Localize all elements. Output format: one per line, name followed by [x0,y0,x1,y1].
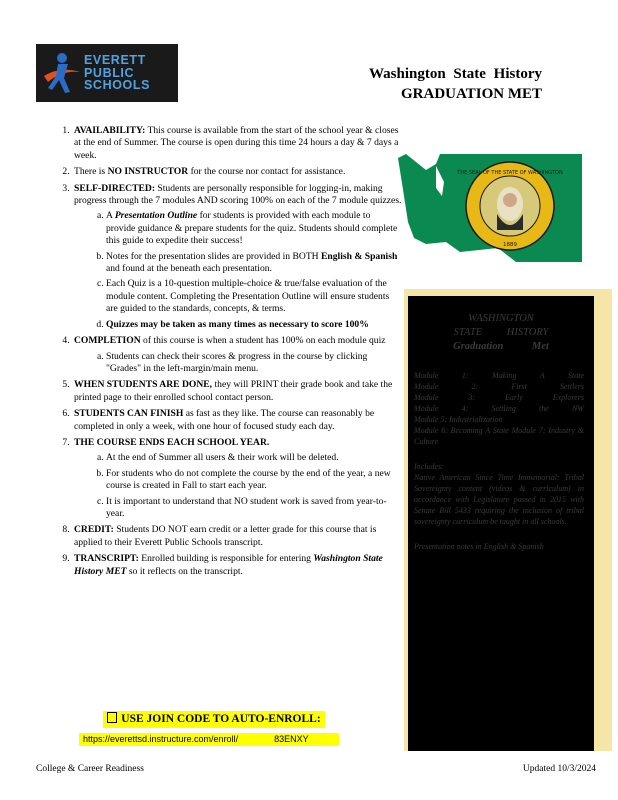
list-item-completion: 4. COMPLETION of this course is when a student has 100% on each module quiz a. Students can check their scores & progress in the course by clicking "Grades" in the left-margin/main menu. [72,335,402,375]
footer-left: College & Career Readiness [36,764,144,774]
footer-right: Updated 10/3/2024 [522,764,596,774]
sub-item: b. For students who do not complete the course by the end of the year, a new course is created in Fall to start each year. [106,468,402,493]
course-info-list [46,125,402,582]
list-item-self-directed: 3. SELF-DIRECTED: Students are personally responsible for logging-in, making progress through the 7 modules AND scoring 100% on each of the 7 module quizzes. a. A Presentation Outline for students is provided with each module to provide guidance & prepare students for the quiz. Students should complete this guide to expedite their success! b. Notes for the presentation slides are provided in BOTH English & Spanish and found at the beneath each presentation. c. Each Quiz is a 10-question multiple-choice & true/false evaluation of the module content. Completing the Presentation Outline will ensure students are guided to the standards, concepts, & terms. d. Quizzes may be taken as many times as necessary to score 100% [72,183,402,331]
page-title: Washington State History [368,66,542,82]
logo-line: PUBLIC [84,65,135,80]
module-item: Module 6: Becoming A State Module 7: Industry & Culture [414,426,584,446]
list-item-instructor: 2. There is NO INSTRUCTOR for the course nor contact for assistance. [72,166,402,178]
sub-item: d. Quizzes may be taken as many times as necessary to score 100% [106,319,402,331]
presentation-note: Presentation notes in English & Spanish [414,542,544,551]
join-code: 83ENXY [274,734,309,744]
includes-section [408,461,594,527]
seal-year: 1889 [503,242,517,248]
list-item-availability: 1. AVAILABILITY: This course is available from the start of the school year & closes at the end of Summer. The course is open during this time 24 hours a day & 7 days a week. [72,125,402,162]
page-subtitle: GRADUATION MET [401,86,542,102]
runner-logo-icon [40,46,82,100]
module-list [408,370,594,447]
module-item: Module 1: Making A State [414,371,584,380]
sub-item: c. It is important to understand that NO student work is saved from year-to-year. [106,496,402,521]
list-item-finish: 6. STUDENTS CAN FINISH as fast as they like. The course can reasonably be completed in only a week, with one hour of focused study each day. [72,408,402,433]
everett-public-schools-logo [36,44,178,102]
sub-item: c. Each Quiz is a 10-question multiple-choice & true/false evaluation of the module content. Completing the Presentation Outline will ensure students are guided to the standards, concepts, & terms. [106,278,402,315]
sub-item: a. Students can check their scores & progress in the course by clicking "Grades" in the left-margin/main menu. [106,351,402,376]
list-item-credit: 8. CREDIT: Students DO NOT earn credit or a letter grade for this course that is applied to their Everett Public Schools transcript. [72,524,402,549]
module-item: Module 2: First Settlers [414,382,584,391]
washington-map [396,152,586,264]
enroll-callout [103,711,325,728]
list-item-transcript: 9. TRANSCRIPT: Enrolled building is responsible for entering Washington State History MET so it reflects on the transcript. [72,553,402,578]
checkbox-icon [107,712,117,723]
sub-item: a. A Presentation Outline for students is provided with each module to provide guidance & prepare students for the quiz. Students should complete this guide to expedite their success! [106,210,402,247]
panel-title: WASHINGTON STATE HISTORY Graduation Met [453,313,549,352]
seal-text: THE SEAL OF THE STATE OF WASHINGTON [457,170,563,176]
enroll-label: USE JOIN CODE TO AUTO-ENROLL: [121,713,321,725]
includes-label: Includes: [414,462,444,471]
logo-line: SCHOOLS [84,78,151,93]
course-summary-panel [408,296,594,751]
logo-wordmark [84,54,150,92]
module-item: Module 3: Early Explorers [414,393,584,402]
module-item: Module 4: Settling the NW [414,404,584,413]
list-item-course-ends: 7. THE COURSE ENDS EACH SCHOOL YEAR. a. At the end of Summer all users & their work will be deleted. b. For students who do not complete the course by the end of the year, a new course is created in Fall to start each year. c. It is important to understand that NO student work is saved from year-to-year. [72,437,402,520]
logo-line: EVERETT [84,53,146,68]
module-item: Module 5: Industrialization [414,415,503,424]
sub-item: a. At the end of Summer all users & their work will be deleted. [106,452,402,464]
includes-text: Native American Since Time Immemorial: Tribal Sovereignty content (videos & curriculum) in accordance with Legislature passed in 2015 with Senate Bill 5433 requiring the inclusion of tribal sovereignty curriculum be taught in all schools. [414,473,584,526]
sub-item: b. Notes for the presentation slides are provided in BOTH English & Spanish and found at the beneath each presentation. [106,251,402,276]
enroll-url[interactable]: https://everettsd.instructure.com/enroll/ [83,734,239,744]
enroll-link[interactable] [79,733,339,746]
list-item-when-done: 5. WHEN STUDENTS ARE DONE, they will PRINT their grade book and take the printed page to their enrolled school contact person. [72,379,402,404]
